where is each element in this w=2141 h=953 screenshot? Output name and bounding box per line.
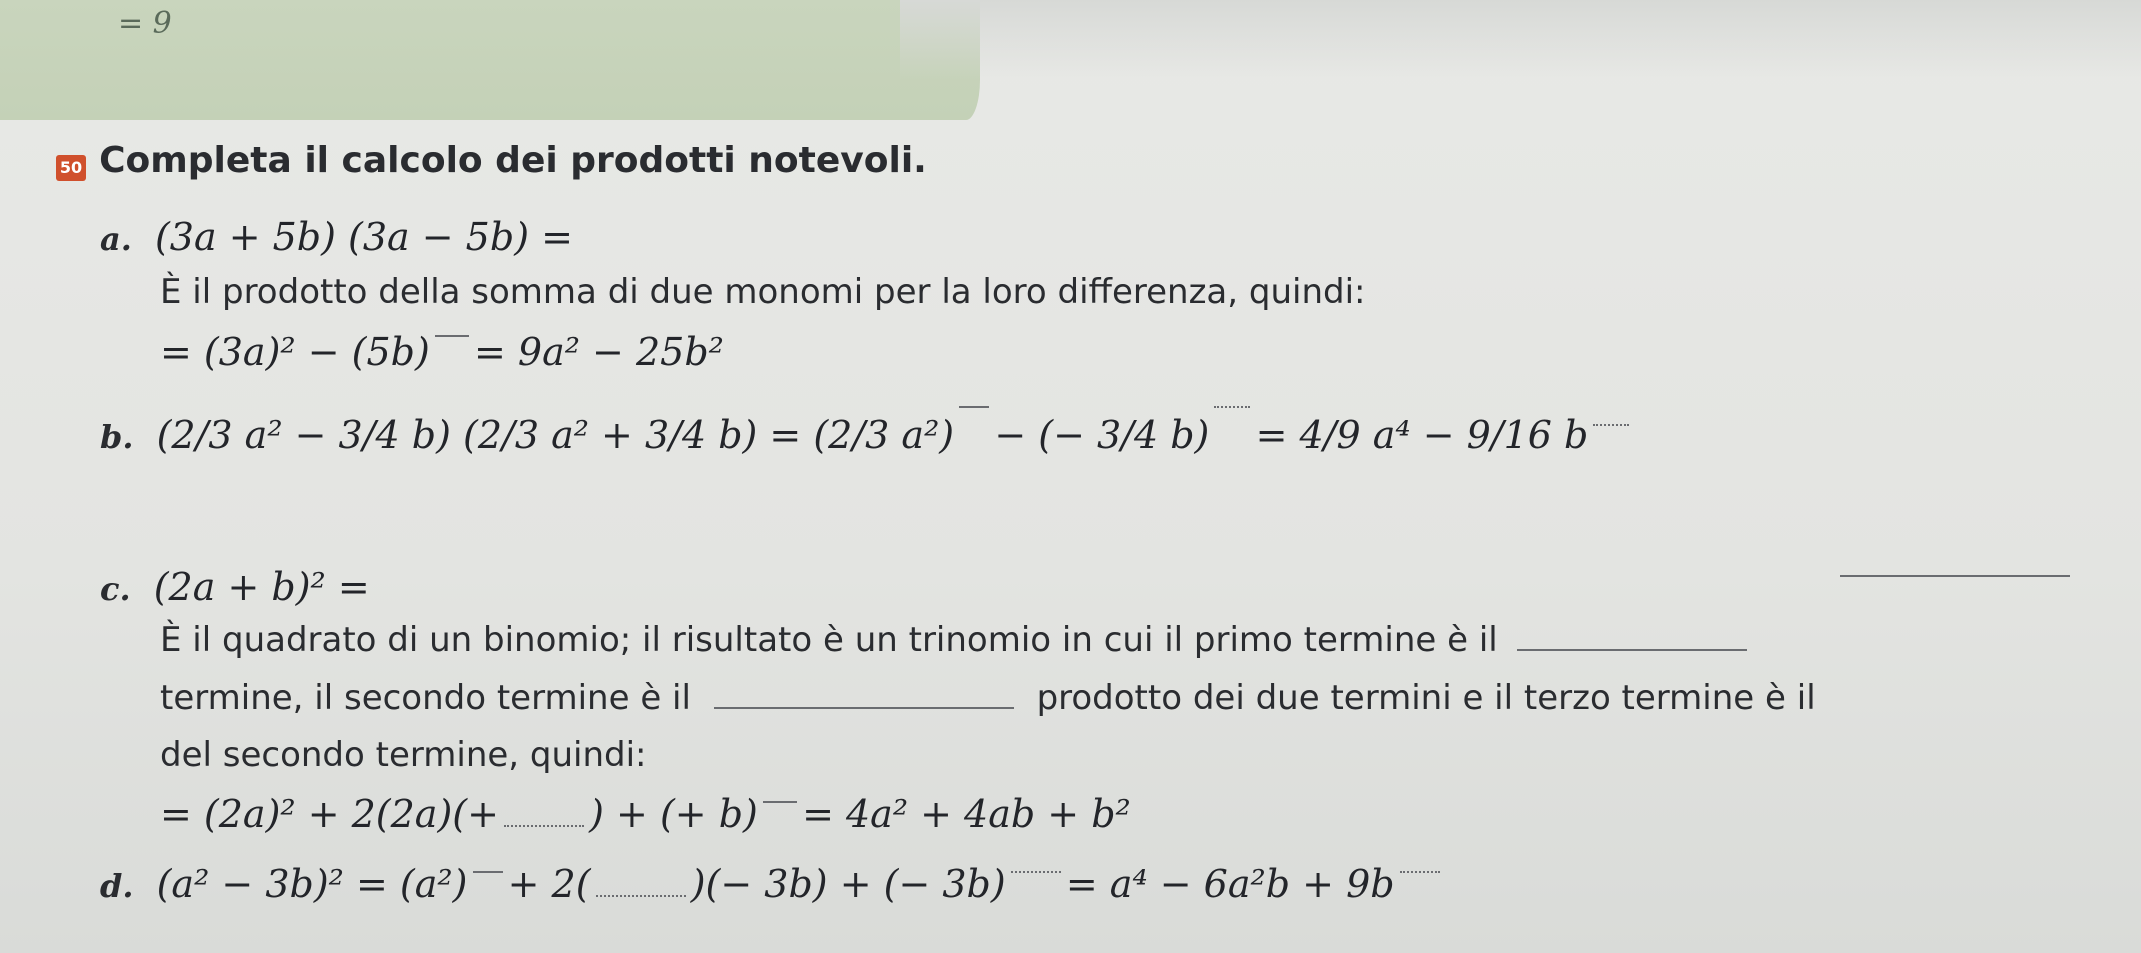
item-a-result: = (3a)² − (5b) = 9a² − 25b² (160, 330, 724, 374)
item-b-label: b. (100, 418, 134, 456)
blank-exponent-b2[interactable] (1214, 405, 1250, 408)
exercise-title-row (56, 140, 927, 181)
item-c-result: = (2a)² + 2(2a)(+ ) + (+ b) = 4a² + 4ab + b² (160, 792, 1131, 836)
item-b-expression: b. (2/3 a² − 3/4 b) (2/3 a² + 3/4 b) = (2/3 a²) − (− 3/4 b) = 4/9 a⁴ − 9/16 b (100, 405, 1629, 457)
blank-d-exponent-2[interactable] (1011, 870, 1061, 873)
blank-exponent-b3[interactable] (1593, 423, 1629, 426)
item-c-expression: c. (2a + b)² = (100, 565, 370, 609)
exercise-title: Completa il calcolo dei prodotti notevoli. (99, 140, 927, 181)
top-fragment: = 9 (118, 6, 172, 41)
item-c-line-3: termine, il secondo termine è il prodotto dei due termini e il terzo termine è il (160, 678, 1816, 718)
exercise-number-badge: 50 (56, 155, 86, 181)
item-c-label: c. (100, 570, 131, 608)
item-a-label: a. (100, 220, 132, 258)
blank-c-first-wrap (1840, 562, 2070, 581)
blank-c-second[interactable] (714, 706, 1014, 709)
blank-exponent-b1[interactable] (959, 405, 989, 408)
item-a-expression: a. (3a + 5b) (3a − 5b) = (100, 215, 573, 259)
blank-c-third[interactable] (1517, 648, 1747, 651)
blank-d-exponent-1[interactable] (473, 870, 503, 873)
page-shadow (900, 0, 2141, 80)
blank-c-first[interactable] (1840, 574, 2070, 577)
item-a-statement: È il prodotto della somma di due monomi per la loro differenza, quindi: (160, 272, 1366, 312)
item-d-expression: d. (a² − 3b)² = (a²) + 2( )(− 3b) + (− 3b) = a⁴ − 6a²b + 9b (100, 862, 1440, 906)
item-c-line-2: È il quadrato di un binomio; il risultato è un trinomio in cui il primo termine è il (160, 620, 1747, 660)
item-d-label: d. (100, 867, 134, 905)
blank-d-term[interactable] (596, 894, 686, 897)
blank-d-exponent-3[interactable] (1400, 870, 1440, 873)
blank-c-term[interactable] (504, 824, 584, 827)
blank-exponent-a[interactable] (435, 334, 469, 337)
item-c-line-4: del secondo termine, quindi: (160, 735, 647, 775)
previous-exercise-band (0, 0, 980, 120)
blank-c-exponent[interactable] (763, 800, 797, 803)
